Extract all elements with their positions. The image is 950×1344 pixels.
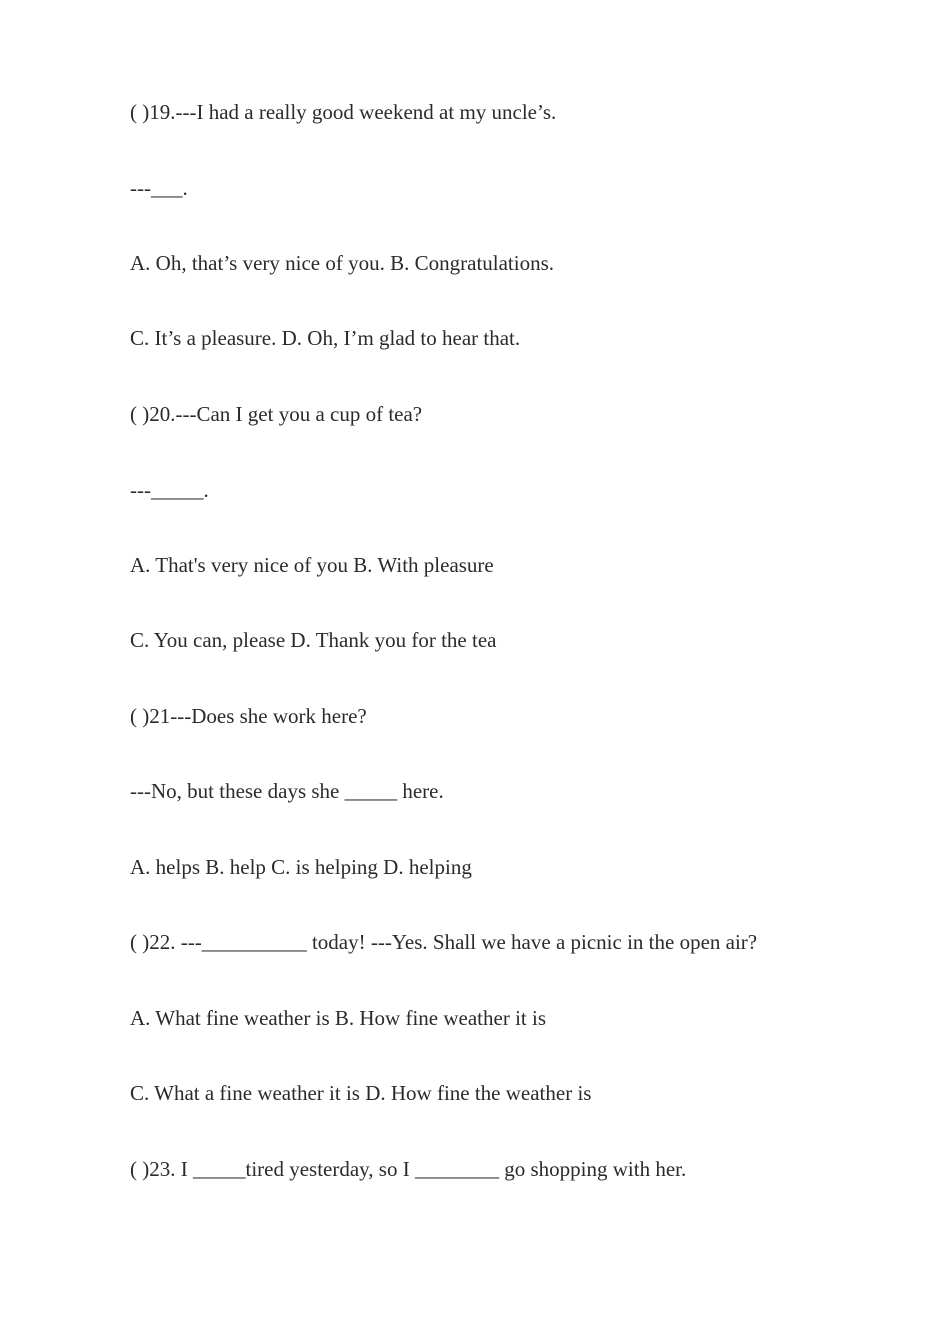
question-19-prompt: ( )19.---I had a really good weekend at my uncle’s. — [130, 100, 557, 124]
question-21-response: ---No, but these days she _____ here. — [130, 779, 444, 803]
question-20-response: ---_____. — [130, 478, 209, 502]
question-19-options-ab: A. Oh, that’s very nice of you. B. Congratulations. — [130, 251, 555, 275]
question-23-prompt: ( )23. I _____tired yesterday, so I ________ go shopping with her. — [130, 1157, 687, 1181]
question-22-options-ab: A. What fine weather is B. How fine weather it is — [130, 1006, 546, 1030]
question-20-options-ab: A. That's very nice of you B. With pleasure — [130, 553, 494, 577]
question-19-options-cd: C. It’s a pleasure. D. Oh, I’m glad to hear that. — [130, 326, 521, 350]
question-22-prompt: ( )22. ---__________ today! ---Yes. Shall we have a picnic in the open air? — [130, 930, 758, 954]
question-21-prompt: ( )21---Does she work here? — [130, 704, 367, 728]
question-19-response: ---___. — [130, 176, 188, 200]
question-21-options: A. helps B. help C. is helping D. helping — [130, 855, 472, 879]
question-20-options-cd: C. You can, please D. Thank you for the tea — [130, 628, 497, 652]
question-22-options-cd: C. What a fine weather it is D. How fine the weather is — [130, 1081, 592, 1105]
question-20-prompt: ( )20.---Can I get you a cup of tea? — [130, 402, 423, 426]
